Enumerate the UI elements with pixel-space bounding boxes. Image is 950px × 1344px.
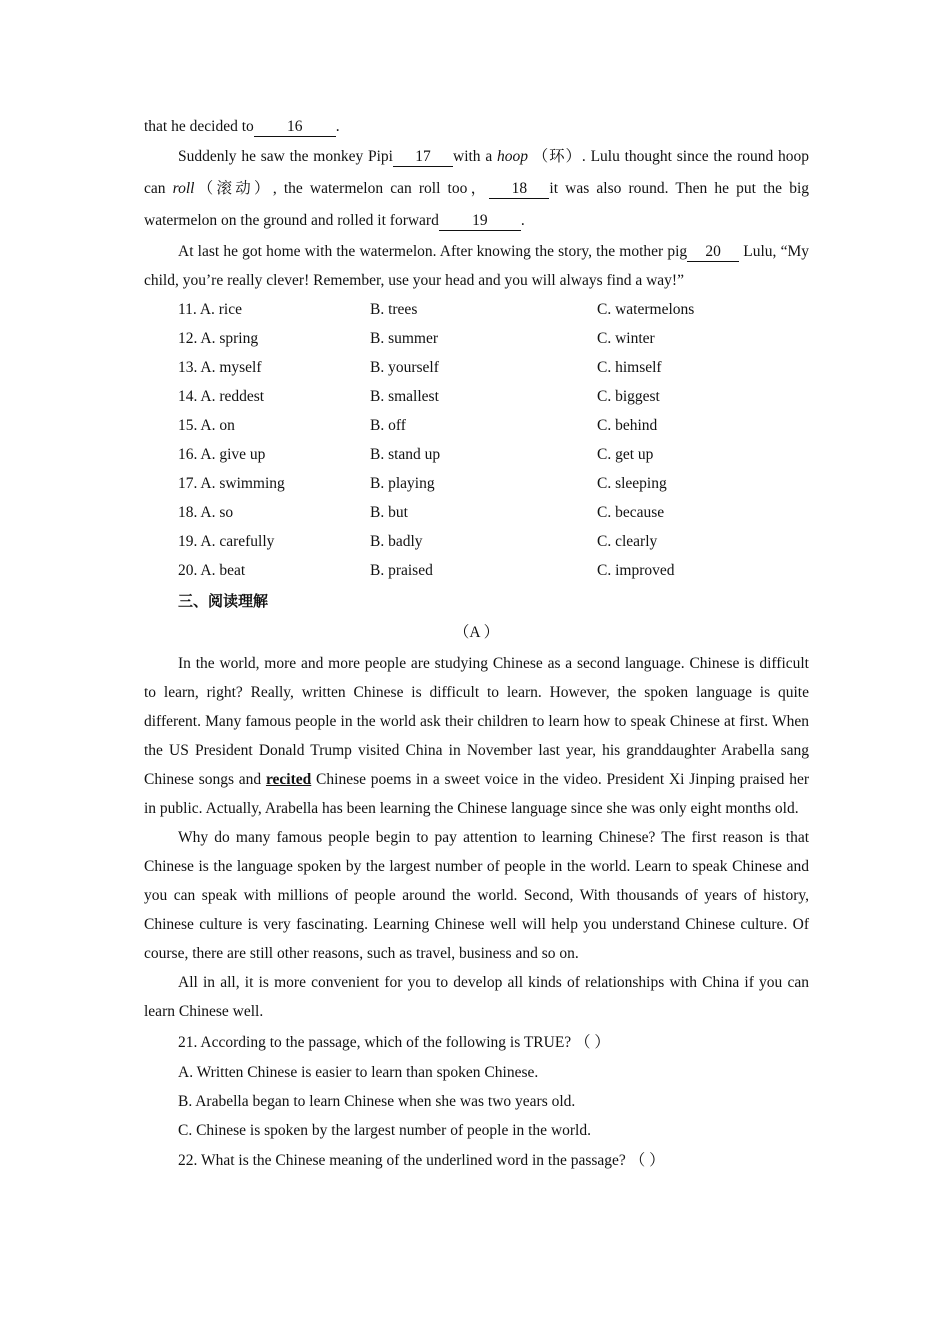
option-row (178, 411, 809, 440)
option-c: C. winter (597, 330, 655, 347)
option-c: C. sleeping (597, 475, 667, 492)
option-a: 19. A. carefully (178, 533, 275, 550)
cloze-text: it was also round. Then he put the big watermelon on the ground and rolled it forward (144, 180, 809, 229)
option-row (178, 469, 809, 498)
passage-text: In the world, more and more people are studying Chinese as a second language. Chinese is difficult to learn, right? Really, written Chinese is difficult to learn. However, the spoken language is quite different. Many famous people in the world ask their children to learn how to speak Chinese at first. When the US President Donald Trump visited China in November last year, his granddaughter Arabella sang Chinese songs and (144, 655, 809, 788)
cloze-text: with a (453, 148, 497, 165)
option-b: B. playing (370, 475, 435, 492)
option-row (178, 440, 809, 469)
option-c: C. himself (597, 359, 662, 376)
option-b: B. praised (370, 562, 433, 579)
option-row (178, 353, 809, 382)
passage-text: Chinese poems in a sweet voice in the video. President Xi Jinping praised her in public. Actually, Arabella has been learning the Chinese language since she was only eight months old. (144, 771, 809, 817)
blank-17: 17 (393, 148, 453, 167)
blank-16: 16 (254, 118, 336, 137)
question-22 (178, 1145, 809, 1176)
option-row (178, 324, 809, 353)
answer-paren: （ ） (575, 1034, 610, 1051)
cloze-text: Suddenly he saw the monkey Pipi (178, 148, 393, 165)
underlined-word: recited (265, 771, 312, 788)
question-21-option-a: A. Written Chinese is easier to learn than spoken Chinese. (178, 1064, 539, 1081)
question-text: 22. What is the Chinese meaning of the underlined word in the passage? (178, 1152, 626, 1169)
cloze-paragraph-2 (144, 141, 809, 237)
cloze-line-16 (144, 112, 809, 141)
blank-19: 19 (439, 212, 521, 231)
option-a: 12. A. spring (178, 330, 259, 347)
option-b: B. badly (370, 533, 423, 550)
document-page (144, 112, 809, 1176)
blank-20: 20 (687, 243, 739, 262)
italic-word-hoop: hoop (496, 148, 528, 165)
cloze-text: that he decided to (144, 118, 254, 135)
option-a: 14. A. reddest (178, 388, 265, 405)
option-row (178, 498, 809, 527)
option-a: 18. A. so (178, 504, 234, 521)
passage-paragraph-1 (144, 649, 809, 823)
option-c: C. improved (597, 562, 675, 579)
cloze-text: （滚动）, the watermelon can roll too， (194, 180, 490, 197)
option-row (178, 382, 809, 411)
cloze-text: （环）. Lulu thought since the round hoop can (144, 148, 810, 197)
passage-paragraph-2: Why do many famous people begin to pay attention to learning Chinese? The first reason is that Chinese is the language spoken by the largest number of people in the world. Learn to speak Chinese and you can speak with millions of people around the world. Second, With thousands of years of history, Chinese culture is very fascinating. Learning Chinese well will help you understand Chinese culture. Of course, there are still other reasons, such as travel, business and so on. (144, 829, 809, 962)
option-b: B. yourself (370, 359, 439, 376)
passage-paragraph-3: All in all, it is more convenient for you to develop all kinds of relationships with China if you can learn Chinese well. (144, 974, 809, 1020)
option-b: B. smallest (370, 388, 439, 405)
cloze-text: At last he got home with the watermelon. After knowing the story, the mother pig (178, 243, 688, 260)
option-b: B. trees (370, 301, 418, 318)
passage-label: （A ） (453, 624, 500, 641)
option-b: B. stand up (370, 446, 441, 463)
cloze-text: . (335, 118, 340, 135)
option-b: B. off (370, 417, 406, 434)
question-21-option-b: B. Arabella began to learn Chinese when she was two years old. (178, 1093, 576, 1110)
option-a: 11. A. rice (178, 301, 242, 318)
option-a: 16. A. give up (178, 446, 266, 463)
option-c: C. because (597, 504, 665, 521)
option-a: 20. A. beat (178, 562, 246, 579)
option-c: C. get up (597, 446, 654, 463)
cloze-paragraph-3 (144, 237, 809, 295)
option-row (178, 295, 809, 324)
blank-18: 18 (489, 180, 549, 199)
option-a: 13. A. myself (178, 359, 262, 376)
italic-word-roll: roll (172, 180, 195, 197)
question-21-option-c: C. Chinese is spoken by the largest number of people in the world. (178, 1122, 591, 1139)
option-c: C. clearly (597, 533, 658, 550)
cloze-text: Lulu, “My child, you’re really clever! Remember, use your head and you will always find a way!” (144, 243, 809, 289)
option-row (178, 556, 809, 585)
options-list (178, 295, 809, 585)
question-21 (178, 1027, 809, 1058)
question-text: 21. According to the passage, which of the following is TRUE? (178, 1034, 572, 1051)
section-title: 三、阅读理解 (178, 592, 269, 610)
option-b: B. but (370, 504, 408, 521)
answer-paren: （ ） (629, 1152, 665, 1169)
option-b: B. summer (370, 330, 439, 347)
option-a: 17. A. swimming (178, 475, 285, 492)
option-a: 15. A. on (178, 417, 235, 434)
option-row (178, 527, 809, 556)
cloze-text: . (520, 212, 525, 229)
option-c: C. watermelons (597, 301, 695, 318)
option-c: C. behind (597, 417, 658, 434)
option-c: C. biggest (597, 388, 660, 405)
